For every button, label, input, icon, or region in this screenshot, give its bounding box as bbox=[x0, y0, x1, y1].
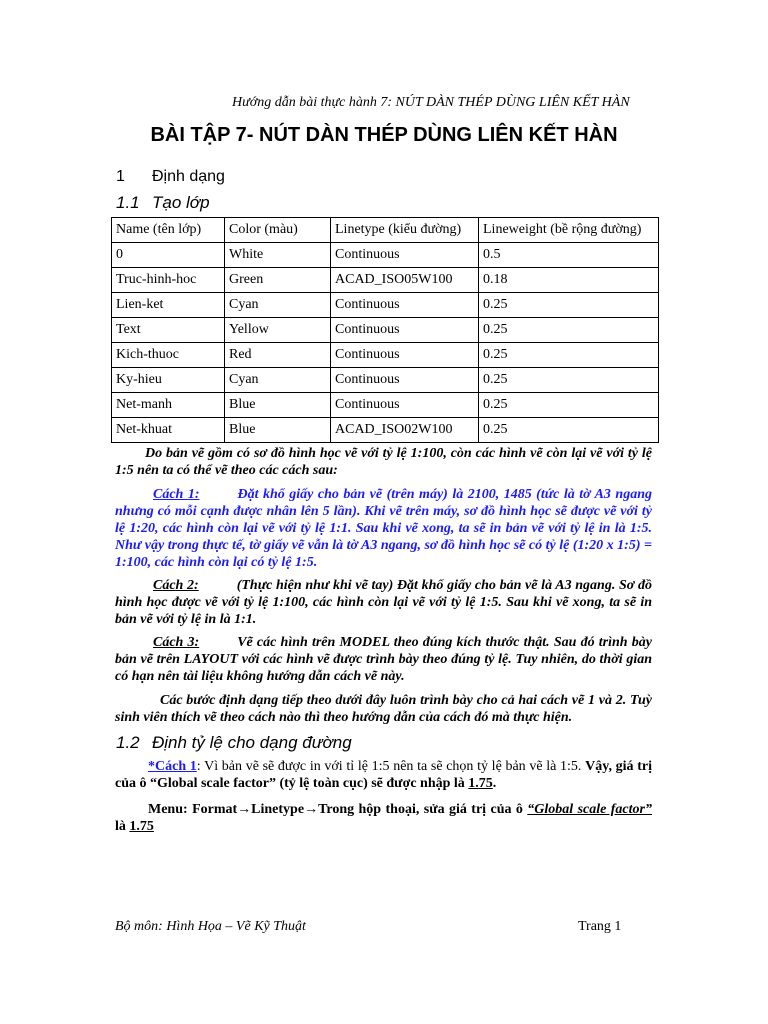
arrow-icon: → bbox=[304, 802, 319, 817]
method-1-link: *Cách 1 bbox=[148, 759, 197, 774]
table-header-cell: Color (màu) bbox=[225, 218, 331, 243]
table-cell: Net-khuat bbox=[112, 418, 225, 443]
intro-paragraph: Do bản vẽ gồm có sơ đồ hình học vẽ với tỷ lệ 1:100, còn các hình vẽ còn lại vẽ với tỷ lệ 1:5 nên ta có thể vẽ theo các cách sau: bbox=[115, 446, 652, 478]
scale-end: . bbox=[492, 776, 497, 791]
scale-value: 1.75 bbox=[468, 776, 493, 791]
scale-paragraph bbox=[115, 758, 652, 792]
table-cell: 0 bbox=[112, 243, 225, 268]
table-cell: Blue bbox=[225, 418, 331, 443]
table-cell: Continuous bbox=[331, 393, 479, 418]
table-cell: Yellow bbox=[225, 318, 331, 343]
method-1-text: Đặt khổ giấy cho bản vẽ (trên máy) là 2100, 1485 (tức là tờ A3 ngang nhưng có mỗi cạnh được nhân lên 5 lần). Khi vẽ trên máy, sơ đồ hình học sẽ được vẽ với tỷ lệ 1:20, các hình còn lại vẽ với tỷ lệ 1:1. Sau khi vẽ xong, ta sẽ in bản vẽ với tỷ lệ in là 1:5. Như vậy trong thực tế, tờ giấy vẽ vẫn là tờ A3 ngang, sơ đồ hình học sẽ có tỷ lệ (1:20 x 1:5) = 1:100, các hình còn lại có tỷ lệ 1:5. bbox=[115, 487, 652, 570]
layer-table bbox=[111, 217, 659, 443]
table-cell: 0.25 bbox=[479, 343, 659, 368]
menu-linetype: Linetype bbox=[251, 802, 305, 817]
section-heading-1-2 bbox=[116, 733, 352, 753]
table-cell: Ky-hieu bbox=[112, 368, 225, 393]
table-cell: 0.25 bbox=[479, 418, 659, 443]
method-2-paragraph bbox=[115, 577, 652, 628]
table-cell: ACAD_ISO02W100 bbox=[331, 418, 479, 443]
table-cell: Cyan bbox=[225, 293, 331, 318]
table-row bbox=[112, 418, 659, 443]
section-heading-1 bbox=[116, 168, 225, 186]
scale-bold-text: Vậy, giá trị của ô “Global scale factor” (tỷ lệ toàn cục) sẽ được nhập là bbox=[115, 759, 652, 791]
menu-field: “Global scale factor” bbox=[527, 802, 652, 817]
section-heading-1-1 bbox=[116, 193, 210, 213]
note-paragraph: Các bước định dạng tiếp theo dưới đây luôn trình bày cho cả hai cách vẽ 1 và 2. Tuỳ sinh viên thích vẽ theo cách nào thì theo hướng dẫn của cách đó mà thực hiện. bbox=[115, 693, 652, 725]
section-number: 1.2 bbox=[116, 733, 140, 752]
method-2-label: Cách 2: bbox=[153, 578, 199, 593]
footer-department: Bộ môn: Hình Họa – Vẽ Kỹ Thuật bbox=[115, 919, 306, 934]
menu-prefix: Menu: Format bbox=[148, 802, 238, 817]
table-cell: 0.25 bbox=[479, 293, 659, 318]
table-row bbox=[112, 368, 659, 393]
table-cell: Continuous bbox=[331, 343, 479, 368]
table-cell: Cyan bbox=[225, 368, 331, 393]
section-label: Tạo lớp bbox=[152, 193, 210, 212]
menu-rest: Trong hộp thoại, sửa giá trị của ô bbox=[318, 802, 528, 817]
table-cell: Continuous bbox=[331, 318, 479, 343]
table-row bbox=[112, 393, 659, 418]
method-2-text: (Thực hiện như khi vẽ tay) Đặt khổ giấy cho bản vẽ là A3 ngang. Sơ đồ hình học được vẽ với tỷ lệ 1:100, các hình còn lại vẽ với tỷ lệ 1:5. Sau khi vẽ xong, ta sẽ in bản vẽ với tỷ lệ in là 1:1. bbox=[115, 578, 653, 627]
method-3-text: Vẽ các hình trên MODEL theo đúng kích thước thật. Sau đó trình bày bản vẽ trên LAYOUT với các hình vẽ được trình bày theo đúng tỷ lệ. Tuy nhiên, do thời gian có hạn nên tài liệu không hướng dẫn cách vẽ này. bbox=[115, 635, 652, 684]
method-1-paragraph bbox=[115, 486, 652, 571]
menu-la: là bbox=[115, 819, 130, 834]
table-row bbox=[112, 243, 659, 268]
section-label: Định tỷ lệ cho dạng đường bbox=[152, 733, 352, 752]
table-header-cell: Linetype (kiểu đường) bbox=[331, 218, 479, 243]
table-cell: 0.18 bbox=[479, 268, 659, 293]
section-number: 1.1 bbox=[116, 193, 140, 212]
section-label: Định dạng bbox=[152, 168, 225, 185]
table-cell: Text bbox=[112, 318, 225, 343]
table-cell: Continuous bbox=[331, 293, 479, 318]
header-prefix: Hướng dẫn bài thực hành 7: bbox=[232, 95, 393, 110]
table-cell: Net-manh bbox=[112, 393, 225, 418]
table-header-row bbox=[112, 218, 659, 243]
menu-paragraph bbox=[115, 801, 652, 835]
table-header-cell: Lineweight (bề rộng đường) bbox=[479, 218, 659, 243]
table-cell: Red bbox=[225, 343, 331, 368]
table-cell: Continuous bbox=[331, 368, 479, 393]
running-header bbox=[232, 95, 630, 111]
table-cell: 0.5 bbox=[479, 243, 659, 268]
table-cell: 0.25 bbox=[479, 368, 659, 393]
table-cell: Blue bbox=[225, 393, 331, 418]
table-cell: Green bbox=[225, 268, 331, 293]
table-cell: Kich-thuoc bbox=[112, 343, 225, 368]
table-cell: Lien-ket bbox=[112, 293, 225, 318]
table-cell: 0.25 bbox=[479, 318, 659, 343]
header-topic: NÚT DÀN THÉP DÙNG LIÊN KẾT HÀN bbox=[395, 95, 630, 110]
table-header-cell: Name (tên lớp) bbox=[112, 218, 225, 243]
menu-value: 1.75 bbox=[129, 819, 154, 834]
table-cell: Continuous bbox=[331, 243, 479, 268]
table-row bbox=[112, 293, 659, 318]
scale-text: : Vì bản vẽ sẽ được in với tỉ lệ 1:5 nên ta sẽ chọn tỷ lệ bản vẽ là 1:5. bbox=[196, 759, 586, 774]
method-1-label: Cách 1: bbox=[153, 487, 200, 502]
method-3-paragraph bbox=[115, 634, 652, 685]
table-row bbox=[112, 268, 659, 293]
table-cell: Truc-hinh-hoc bbox=[112, 268, 225, 293]
method-3-label: Cách 3: bbox=[153, 635, 200, 650]
table-cell: 0.25 bbox=[479, 393, 659, 418]
section-number: 1 bbox=[116, 168, 125, 185]
footer-page-number: Trang 1 bbox=[578, 919, 622, 934]
page-title: BÀI TẬP 7- NÚT DÀN THÉP DÙNG LIÊN KẾT HÀN bbox=[150, 124, 618, 146]
table-cell: White bbox=[225, 243, 331, 268]
table-row bbox=[112, 318, 659, 343]
table-row bbox=[112, 343, 659, 368]
arrow-icon: → bbox=[237, 802, 252, 817]
table-cell: ACAD_ISO05W100 bbox=[331, 268, 479, 293]
